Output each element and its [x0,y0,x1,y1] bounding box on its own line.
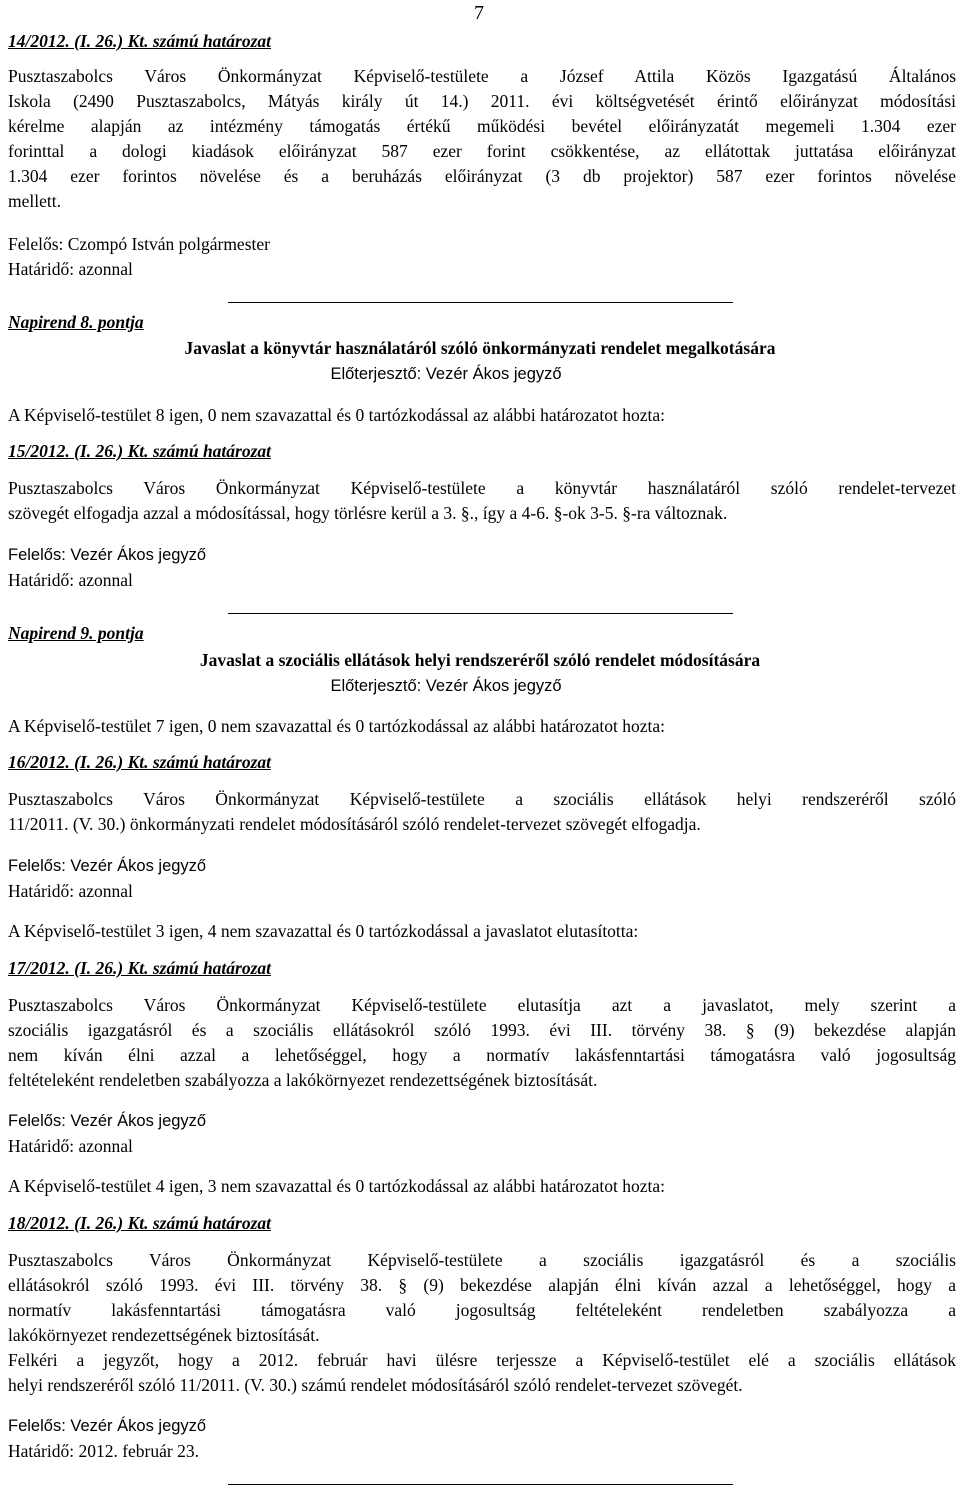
resolution-18-ref: 18/2012. (I. 26.) Kt. számú határozat [8,1213,272,1233]
resolution-18-text-line: lakókörnyezet rendezettségének biztosítását. [8,1325,320,1345]
resolution-17-vote: A Képviselő-testület 3 igen, 4 nem szavazattal és 0 tartózkodással a javaslatot elutasította: [8,921,639,941]
deadline-line: Határidő: azonnal [8,1136,133,1156]
resolution-17-text-line: feltételeként rendeletben szabályozza a lakókörnyezet rendezettségének biztosítását. [8,1070,598,1090]
resolution-18-text-line: ellátásokról szóló 1993. évi III. törvény 38. § (9) bekezdése alapján élni kíván azzal a lehetőséggel, hogy a [8,1275,956,1295]
resolution-17-text-line: nem kíván élni azzal a lehetőséggel, hogy a normatív lakásfenntartási támogatásra való jogosultság [8,1045,956,1065]
resolution-16-text-line: Pusztaszabolcs Város Önkormányzat Képviselő-testülete a szociális ellátások helyi rendszeréről szóló [8,789,956,809]
deadline-line: Határidő: azonnal [8,259,133,279]
resolution-15-text-line: Pusztaszabolcs Város Önkormányzat Képviselő-testülete a könyvtár használatáról szóló rendelet-tervezet [8,478,956,498]
responsible-line: Felelős: Vezér Ákos jegyző [8,1112,207,1130]
resolution-14-text-line: 1.304 ezer forintos növelése és a beruházás előirányzat (3 db projektor) 587 ezer forintos növelése [8,166,956,186]
resolution-14-text-line: forinttal a dologi kiadások előirányzat 587 ezer forint csökkentése, az ellátottak juttatása előirányzat [8,141,956,161]
resolution-17-ref: 17/2012. (I. 26.) Kt. számú határozat [8,958,272,978]
resolution-15-ref: 15/2012. (I. 26.) Kt. számú határozat [8,441,272,461]
agenda-9-vote: A Képviselő-testület 7 igen, 0 nem szavazattal és 0 tartózkodással az alábbi határozatot hozta: [8,716,665,736]
resolution-16-ref: 16/2012. (I. 26.) Kt. számú határozat [8,752,272,772]
agenda-9-presenter: Előterjesztő: Vezér Ákos jegyző [330,677,562,695]
resolution-18-text-line: Pusztaszabolcs Város Önkormányzat Képviselő-testülete a szociális igazgatásról és a szociális [8,1250,956,1270]
agenda-8-vote: A Képviselő-testület 8 igen, 0 nem szavazattal és 0 tartózkodással az alábbi határozatot hozta: [8,405,665,425]
deadline-line: Határidő: azonnal [8,570,133,590]
resolution-18-vote: A Képviselő-testület 4 igen, 3 nem szavazattal és 0 tartózkodással az alábbi határozatot hozta: [8,1176,665,1196]
agenda-8-presenter: Előterjesztő: Vezér Ákos jegyző [330,365,562,383]
resolution-16-text-line: 11/2011. (V. 30.) önkormányzati rendelet módosításáról szóló rendelet-tervezet szövegét elfogadja. [8,814,701,834]
resolution-17-text-line: Pusztaszabolcs Város Önkormányzat Képviselő-testülete elutasítja azt a javaslatot, mely szerint a [8,995,956,1015]
agenda-9-title: Napirend 9. pontja [8,623,144,643]
resolution-17-text-line: szociális igazgatásról és a szociális ellátásokról szóló 1993. évi III. törvény 38. § (9) bekezdése alapján [8,1020,956,1040]
section-divider [228,1484,733,1485]
responsible-line: Felelős: Vezér Ákos jegyző [8,546,207,564]
deadline-line: Határidő: azonnal [8,881,133,901]
resolution-15-text-line: szövegét elfogadja azzal a módosítással, hogy törlésre kerül a 3. §., így a 4-6. §-ok 3-5. §-ra változnak. [8,503,728,523]
resolution-18-text-line: Felkéri a jegyzőt, hogy a 2012. február havi ülésre terjessze a Képviselő-testület elé a szociális ellátások [8,1350,956,1370]
resolution-14-text-line: Pusztaszabolcs Város Önkormányzat Képviselő-testülete a József Attila Közös Igazgatású Általános [8,66,956,86]
section-divider [228,613,733,614]
agenda-8-proposal: Javaslat a könyvtár használatáról szóló önkormányzati rendelet megalkotására [184,338,776,358]
page-number: 7 [474,2,484,24]
responsible-line: Felelős: Czompó István polgármester [8,234,270,254]
responsible-line: Felelős: Vezér Ákos jegyző [8,857,207,875]
resolution-14-text-line: Iskola (2490 Pusztaszabolcs, Mátyás király út 14.) 2011. évi költségvetését érintő előirányzat módosítási [8,91,956,111]
responsible-line: Felelős: Vezér Ákos jegyző [8,1417,207,1435]
resolution-14-text-line: kérelme alapján az intézmény támogatás értékű működési bevétel előirányzatát megemeli 1.304 ezer [8,116,956,136]
resolution-18-text-line: normatív lakásfenntartási támogatásra való jogosultság feltételeként rendeletben szabályozza a [8,1300,956,1320]
resolution-18-text-line: helyi rendszeréről szóló 11/2011. (V. 30.) számú rendelet módosításáról szóló rendelet-tervezet szövegét. [8,1375,743,1395]
resolution-14-text-line: mellett. [8,191,61,211]
resolution-14-ref: 14/2012. (I. 26.) Kt. számú határozat [8,31,272,51]
deadline-line: Határidő: 2012. február 23. [8,1441,199,1461]
agenda-8-title: Napirend 8. pontja [8,312,144,332]
section-divider [228,302,733,303]
agenda-9-proposal: Javaslat a szociális ellátások helyi rendszeréről szóló rendelet módosítására [199,650,761,670]
